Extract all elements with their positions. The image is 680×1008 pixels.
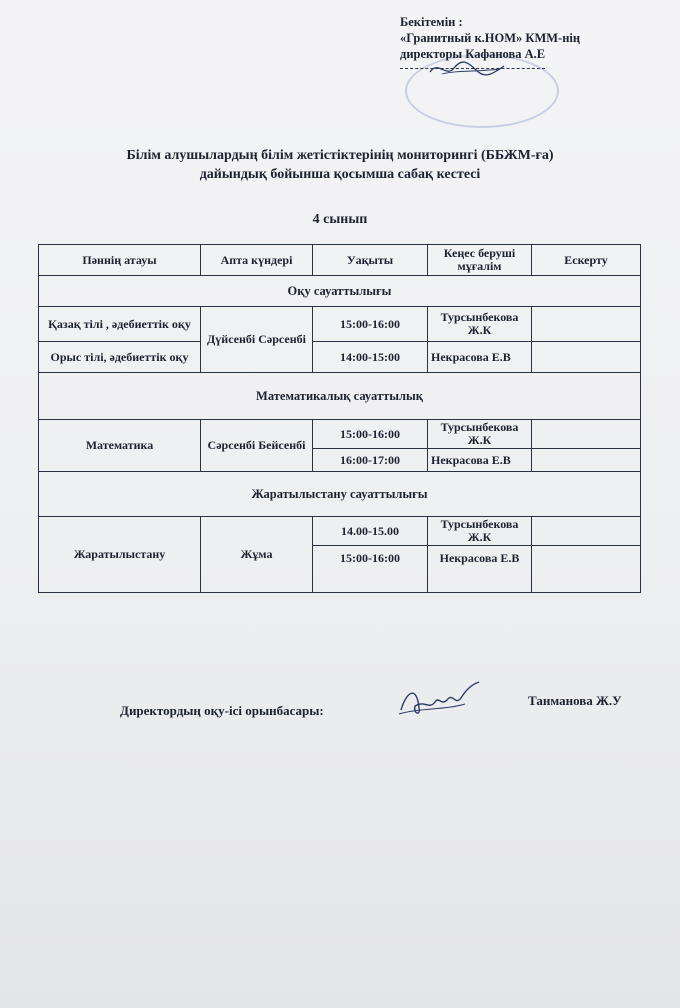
teacher-cell: Некрасова Е.В [428,342,532,373]
time-cell: 14.00-15.00 [313,517,428,546]
schedule-table [38,244,641,593]
grade-label: 4 сынып [312,212,368,227]
header-subject: Пәннің атауы [39,245,201,276]
table-row [39,342,641,373]
header-note: Ескерту [532,245,641,276]
teacher-cell: Некрасова Е.В [428,546,532,593]
section-title-math: Математикалық сауаттылық [39,373,641,420]
note-cell [532,449,641,472]
time-cell: 16:00-17:00 [313,449,428,472]
teacher-cell: Турсынбекова Ж.К [428,307,532,342]
deputy-director-label: Директордың оқу-ісі орынбасары: [120,703,324,718]
teacher-cell: Турсынбекова Ж.К [428,420,532,449]
note-cell [532,546,641,593]
note-cell [532,342,641,373]
document-title [60,146,620,184]
deputy-signature [395,680,485,722]
days-cell: Жұма [201,517,313,593]
header-teacher: Кеңес беруші мұғалім [428,245,532,276]
subject-cell: Жаратылыстану [39,517,201,593]
note-cell [532,517,641,546]
title-line-1: Білім алушылардың білім жетістіктерінің мониторингі (ББЖМ-ға) [126,148,554,163]
teacher-cell: Некрасова Е.В [428,449,532,472]
approval-line-3: директоры Кафанова А.Е [400,47,546,61]
subject-cell: Орыс тілі, әдебиеттік оқу [39,342,201,373]
time-cell: 14:00-15:00 [313,342,428,373]
director-signature [428,58,508,80]
table-row [39,420,641,449]
note-cell [532,420,641,449]
days-cell: Сәрсенбі Бейсенбі [201,420,313,472]
section-title-reading: Оқу сауаттылығы [39,276,641,307]
days-cell: Дүйсенбі Сәрсенбі [201,307,313,373]
section-row [39,472,641,517]
subject-cell: Қазақ тілі , әдебиеттік оқу [39,307,201,342]
approval-line-1: Бекітемін : [400,15,463,29]
section-row [39,276,641,307]
header-time: Уақыты [313,245,428,276]
table-header-row [39,245,641,276]
time-cell: 15:00-16:00 [313,546,428,593]
section-title-science: Жаратылыстану сауаттылығы [39,472,641,517]
time-cell: 15:00-16:00 [313,420,428,449]
subject-cell: Математика [39,420,201,472]
section-row [39,373,641,420]
table-row [39,517,641,546]
approval-line-2: «Гранитный к.НОМ» КММ-нің [400,31,581,45]
teacher-cell: Турсынбекова Ж.К [428,517,532,546]
title-line-2: дайындық бойынша қосымша сабақ кестесі [199,167,481,182]
table-row [39,307,641,342]
header-days: Апта күндері [201,245,313,276]
note-cell [532,307,641,342]
deputy-director-name: Танманова Ж.У [528,693,622,708]
time-cell: 15:00-16:00 [313,307,428,342]
